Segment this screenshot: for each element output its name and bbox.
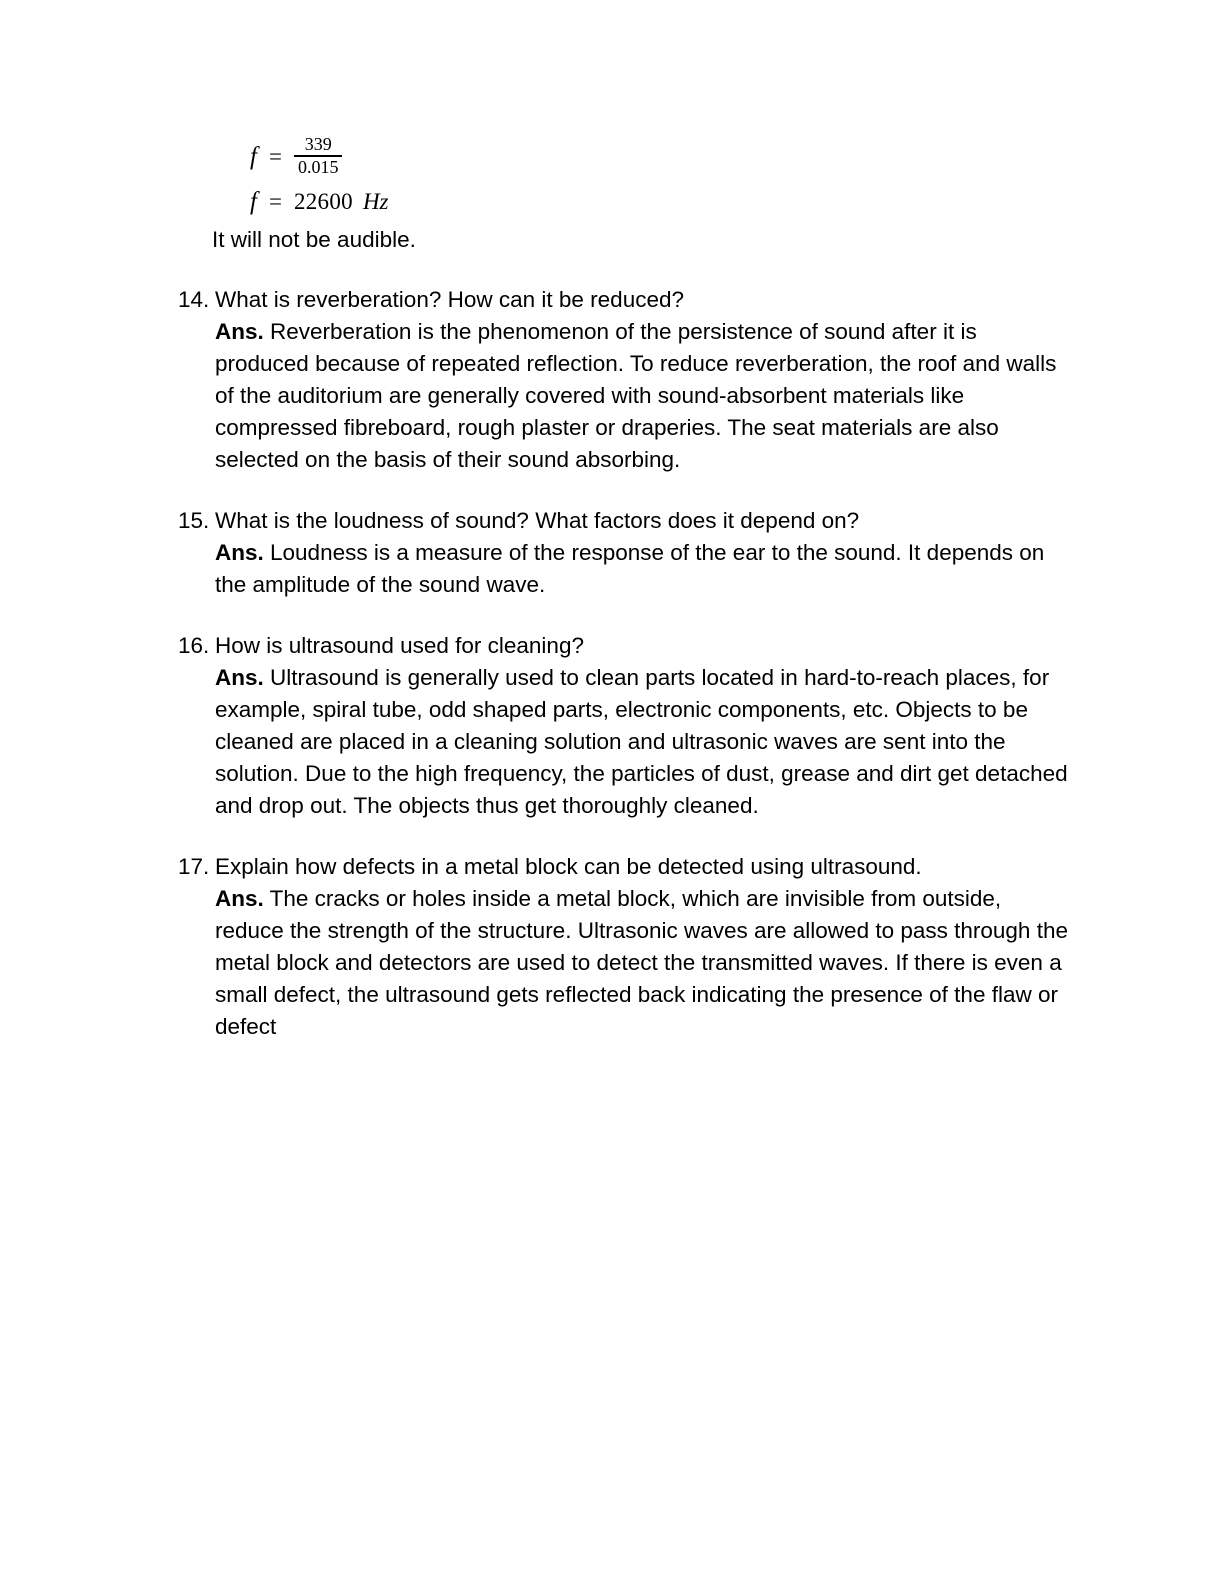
answer-text-16: Ultrasound is generally used to clean parts located in hard-to-reach places, for example, spiral tube, odd shaped parts, electronic components, etc. Objects to be cleaned are placed in a cleaning solution and ultrasonic waves are sent into the solution. Due to the high frequency, the particles of dust, grease and dirt get detached and drop out. The objects thus get thoroughly cleaned. — [215, 665, 1068, 818]
fraction-numerator: 339 — [304, 134, 332, 155]
formula-result-unit: Hz — [362, 188, 389, 214]
question-number-16: 16. — [178, 633, 210, 658]
question-text-17: Explain how defects in a metal block can be detected using ultrasound. — [215, 854, 922, 879]
answer-label-17: Ans. — [215, 886, 264, 911]
formula-equals-sign: = — [268, 143, 282, 169]
formula-block — [178, 130, 1078, 220]
question-text-16: How is ultrasound used for cleaning? — [215, 633, 584, 658]
fraction-denominator: 0.015 — [297, 156, 339, 177]
qa-item-17 — [178, 851, 1078, 1043]
answer-label-15: Ans. — [215, 540, 264, 565]
formula-variable-f: f — [250, 142, 257, 170]
question-text-14: What is reverberation? How can it be reduced? — [215, 287, 684, 312]
question-number-14: 14. — [178, 287, 210, 312]
answer-paragraph-17 — [215, 883, 1070, 1043]
qa-item-16 — [178, 630, 1078, 822]
answer-paragraph-14 — [215, 316, 1070, 476]
document-content — [178, 130, 1078, 1043]
formula-conclusion-note: It will not be audible. — [212, 227, 416, 252]
question-number-15: 15. — [178, 508, 210, 533]
answer-text-17: The cracks or holes inside a metal block, which are invisible from outside, reduce the strength of the structure. Ultrasonic waves are allowed to pass through the metal block and detectors are used to detect the transmitted waves. If there is even a small defect, the ultrasound gets reflected back indicating the presence of the flaw or defect — [215, 886, 1068, 1039]
qa-item-14 — [178, 284, 1078, 476]
answer-paragraph-15 — [215, 537, 1070, 601]
answer-label-14: Ans. — [215, 319, 264, 344]
answer-text-14: Reverberation is the phenomenon of the persistence of sound after it is produced because of repeated reflection. To reduce reverberation, the roof and walls of the auditorium are generally covered with sound-absorbent materials like compressed fibreboard, rough plaster or draperies. The seat materials are also selected on the basis of their sound absorbing. — [215, 319, 1057, 472]
formula-line-result — [178, 182, 1078, 220]
answer-label-16: Ans. — [215, 665, 264, 690]
question-text-15: What is the loudness of sound? What factors does it depend on? — [215, 508, 860, 533]
formula-line-fraction — [178, 130, 1078, 182]
qa-item-15 — [178, 505, 1078, 601]
formula-variable-f-result: f — [250, 187, 257, 215]
answer-text-15: Loudness is a measure of the response of the ear to the sound. It depends on the amplitude of the sound wave. — [215, 540, 1045, 597]
question-number-17: 17. — [178, 854, 210, 879]
question-answer-list — [178, 284, 1078, 1043]
fraction — [294, 135, 343, 176]
formula-equals-sign-result: = — [268, 188, 282, 214]
answer-paragraph-16 — [215, 662, 1070, 822]
formula-result-value: 22600 — [293, 188, 353, 214]
